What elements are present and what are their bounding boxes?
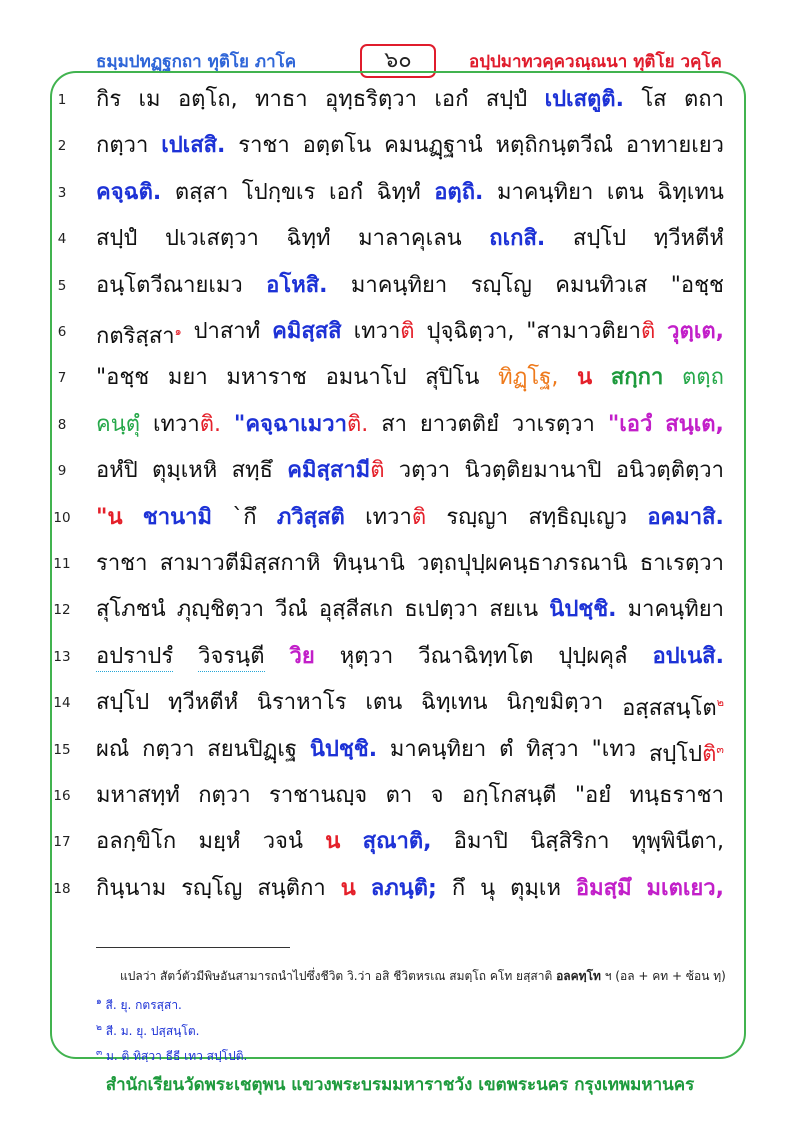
line-number: 3 bbox=[57, 184, 67, 201]
word: คมิสฺสามีติ bbox=[287, 458, 385, 484]
line-text bbox=[96, 364, 724, 392]
word: "เทว bbox=[591, 736, 637, 762]
word: สปฺโป bbox=[572, 226, 627, 252]
line-number: 14 bbox=[53, 695, 71, 712]
word: นิปชฺชิ. bbox=[309, 736, 378, 762]
word: ฉิทฺเทน bbox=[657, 179, 724, 205]
word: วตฺถปุปฺผคนฺธาภรณานิ bbox=[417, 551, 628, 576]
page-number: ๖๐ bbox=[360, 44, 436, 78]
word: คจฺฉติ. bbox=[96, 179, 162, 205]
text-line bbox=[0, 312, 800, 358]
line-text bbox=[96, 828, 724, 856]
word: "อชฺช bbox=[670, 272, 724, 298]
word: นิราหาโร bbox=[256, 690, 347, 716]
word: ลภนฺติ; bbox=[370, 875, 437, 901]
line-number: 5 bbox=[57, 277, 67, 294]
word: อิมาปิ bbox=[453, 829, 508, 855]
line-text bbox=[96, 504, 724, 532]
word: ทฺวีหตีหํ bbox=[653, 226, 724, 252]
word: สทฺธิญฺเญว bbox=[528, 504, 628, 530]
word: อปเนสิ. bbox=[652, 643, 724, 669]
line-text bbox=[96, 457, 724, 485]
word: อคมาสิ. bbox=[647, 504, 724, 530]
line-text bbox=[96, 272, 724, 300]
word: อตฺโถ, bbox=[177, 87, 238, 112]
word: โปกฺขเร bbox=[241, 179, 316, 205]
word: ทนฺธราชา bbox=[629, 783, 724, 808]
word: อตฺตโน bbox=[302, 133, 372, 159]
word: นิสฺสิริกา bbox=[530, 829, 610, 855]
footnote-3 bbox=[96, 1045, 247, 1066]
word: มาคนฺทิยา bbox=[389, 736, 487, 762]
line-number: 15 bbox=[53, 741, 71, 758]
gloss-tail: ฯ (อล + คท + ซ้อน ทฺ) bbox=[600, 969, 726, 983]
word: วิจรนฺตี bbox=[198, 643, 264, 672]
word: ภุญฺชิตฺวา bbox=[176, 597, 264, 623]
word: นุ bbox=[480, 875, 496, 901]
word: เปเสตูติ. bbox=[544, 87, 624, 112]
word: ทุพฺพินีตา, bbox=[631, 829, 724, 855]
word: มเตเยว, bbox=[646, 875, 724, 901]
word: ทาธา bbox=[254, 87, 308, 112]
word: ปเวเสตฺวา bbox=[165, 226, 259, 252]
word: เตน bbox=[606, 179, 644, 205]
gloss-word: อลคทฺโท bbox=[556, 969, 601, 983]
line-number: 18 bbox=[53, 880, 71, 897]
text-line bbox=[0, 266, 800, 312]
text-line bbox=[0, 590, 800, 636]
word: รญฺญา bbox=[446, 504, 509, 530]
word: โส bbox=[641, 87, 667, 112]
line-number: 2 bbox=[57, 138, 67, 155]
word: วจนํ bbox=[262, 829, 303, 855]
line-number: 12 bbox=[53, 602, 71, 619]
word: กตริสฺสา$^๑$ bbox=[96, 324, 182, 350]
word: อโหสิ. bbox=[266, 272, 328, 298]
text-line bbox=[0, 637, 800, 683]
text-line bbox=[0, 683, 800, 729]
text-line bbox=[0, 451, 800, 497]
word: วีณํ bbox=[275, 597, 308, 623]
line-text bbox=[96, 596, 724, 624]
footnote-text: ม. ติ ทิสฺวา ธีธี เทว สปฺโปติ. bbox=[105, 1049, 248, 1063]
line-text bbox=[96, 875, 724, 903]
word: ธาเรตฺวา bbox=[639, 551, 724, 576]
footnote-text: สี. ยุ. กตรสฺสา. bbox=[105, 998, 182, 1012]
text-line bbox=[0, 822, 800, 868]
footnote-1 bbox=[96, 994, 182, 1015]
word: ราชานญฺจ bbox=[269, 783, 368, 808]
word: เอกํ bbox=[434, 87, 469, 112]
word: เอกํ bbox=[328, 179, 364, 205]
word: มาคนฺทิยา bbox=[627, 597, 724, 623]
word: ตํ bbox=[499, 736, 514, 762]
word: หตฺถิกนฺตวีณํ bbox=[495, 133, 614, 159]
footnote-2 bbox=[96, 1020, 199, 1041]
word: เทวาติ bbox=[353, 319, 415, 344]
word: กึ bbox=[451, 875, 466, 901]
word: อมนาโป bbox=[325, 365, 407, 391]
text-line bbox=[0, 126, 800, 172]
line-number: 8 bbox=[57, 416, 67, 433]
word: สนฺติกา bbox=[257, 875, 326, 901]
footnote-gloss bbox=[120, 967, 726, 986]
word: หุตฺวา bbox=[339, 643, 394, 669]
line-text bbox=[96, 86, 724, 114]
word: สนฺเต, bbox=[665, 411, 724, 437]
word: ปุปฺผคุลํ bbox=[558, 643, 628, 669]
word: เตน bbox=[365, 690, 403, 716]
word: อกฺโกสนฺตี bbox=[461, 783, 557, 808]
word: น bbox=[340, 875, 356, 901]
text-line bbox=[0, 776, 800, 822]
line-text bbox=[96, 736, 724, 769]
word: ฉิทฺเทน bbox=[421, 690, 488, 716]
word: ตุมฺเหหิ bbox=[151, 458, 218, 484]
line-number: 4 bbox=[57, 231, 67, 248]
line-text bbox=[96, 411, 724, 439]
word: ชานามิ bbox=[142, 504, 212, 530]
word: มหาสทฺทํ bbox=[96, 783, 180, 808]
word: วิย bbox=[289, 643, 315, 669]
word: สกฺกา bbox=[610, 365, 664, 391]
word: สามาวตีมิสฺสกาหิ bbox=[159, 551, 321, 576]
word: เทวาติ. bbox=[152, 411, 221, 437]
word: กตฺวา bbox=[96, 133, 149, 159]
word: อสฺสสนฺโต$^๒$ bbox=[622, 695, 724, 721]
word: ราชา bbox=[96, 551, 148, 576]
line-text bbox=[96, 643, 724, 672]
word: วุตฺเต, bbox=[667, 319, 724, 344]
line-text bbox=[96, 179, 724, 207]
page-footer: สำนักเรียนวัดพระเชตุพน แขวงพระบรมมหาราชวัง เขตพระนคร กรุงเทพมหานคร bbox=[105, 1075, 695, 1095]
word: สุณาติ, bbox=[362, 829, 432, 855]
word: อลกฺขิโก bbox=[96, 829, 177, 855]
word: นิปชฺชิ. bbox=[549, 597, 617, 623]
line-number: 6 bbox=[57, 324, 67, 340]
word: มาคนฺทิยา bbox=[350, 272, 448, 298]
line-text bbox=[96, 318, 724, 351]
word: ธเปตฺวา bbox=[404, 597, 479, 623]
word: ทินฺนานิ bbox=[332, 551, 405, 576]
word: น bbox=[325, 829, 341, 855]
word: สา bbox=[381, 411, 407, 437]
footnote-mark: ๒ bbox=[96, 1023, 102, 1033]
line-number: 13 bbox=[53, 648, 71, 665]
word: รญฺโญ bbox=[470, 272, 532, 298]
word: ตา bbox=[385, 783, 413, 808]
line-number: 1 bbox=[57, 92, 67, 108]
word: ราชา bbox=[238, 133, 290, 159]
word: "เอวํ bbox=[607, 411, 653, 437]
word: นิวตฺติยมานาปิ bbox=[464, 458, 602, 484]
word: กิร bbox=[96, 87, 122, 112]
word: อนฺโตวีณายเมว bbox=[96, 272, 243, 298]
footnote-divider bbox=[96, 947, 290, 948]
footnote-text: สี. ม. ยุ. ปสฺสนฺโต. bbox=[105, 1024, 200, 1038]
text-line bbox=[0, 405, 800, 451]
word: ตุมฺเห bbox=[510, 875, 561, 901]
gloss-text: แปลว่า สัตว์ตัวมีพิษอันสามารถนำไปซึ่งชีวิต วิ.ว่า อสิ ชีวิตหรเณ สมตฺโถ คโท ยสฺสาติ bbox=[120, 969, 557, 983]
text-line bbox=[0, 730, 800, 776]
word: "น bbox=[96, 504, 123, 530]
line-number: 7 bbox=[57, 370, 67, 387]
line-text bbox=[96, 132, 724, 160]
word: ตถา bbox=[683, 87, 724, 112]
word: คมนฏฺฐานํ bbox=[384, 133, 483, 159]
text-line bbox=[0, 80, 800, 126]
footnote-mark: ๑ bbox=[96, 997, 102, 1007]
word: กินฺนาม bbox=[96, 875, 167, 901]
book-title: ธมฺมปทฏฺฐกถา ทุติโย ภาโค bbox=[96, 52, 297, 72]
text-line bbox=[0, 498, 800, 544]
word: อุสฺสีสเก bbox=[318, 597, 394, 623]
word: กตฺวา bbox=[198, 783, 251, 808]
line-number: 10 bbox=[53, 509, 71, 526]
word: "คจฺฉาเมวาติ. bbox=[233, 411, 369, 437]
word: เทวาติ bbox=[365, 504, 427, 530]
line-text bbox=[96, 689, 724, 722]
word: วีณาฉิทฺทโต bbox=[418, 643, 534, 669]
word: อุทฺธริตฺวา bbox=[325, 87, 417, 112]
word: อนิวตฺติตฺวา bbox=[615, 458, 724, 484]
word: มยฺหํ bbox=[198, 829, 241, 855]
word: คมนทิวเส bbox=[555, 272, 648, 298]
word: เม bbox=[138, 87, 161, 112]
word: ปาสาทํ bbox=[193, 319, 261, 344]
word: สทฺธึ bbox=[231, 458, 273, 484]
line-number: 9 bbox=[57, 463, 67, 480]
word: มาคนฺทิยา bbox=[496, 179, 594, 205]
footnote-mark: ๓ bbox=[96, 1048, 103, 1058]
word: จ bbox=[430, 783, 444, 808]
word: คมิสฺสสิ bbox=[272, 319, 342, 344]
word: ตสฺสา bbox=[174, 179, 229, 205]
word: ตตฺถ bbox=[682, 365, 724, 391]
word: ถเกสิ. bbox=[489, 226, 546, 252]
word: น bbox=[577, 365, 593, 391]
word: สปฺปํ bbox=[485, 87, 528, 112]
word: `กึ bbox=[232, 504, 257, 530]
line-text bbox=[96, 225, 724, 253]
line-text bbox=[96, 550, 724, 578]
word: มาลาคุเลน bbox=[358, 226, 462, 252]
word: ฉิทฺทํ bbox=[286, 226, 331, 252]
text-line bbox=[0, 219, 800, 265]
word: สุปิโน bbox=[425, 365, 480, 391]
word: เปเสสิ. bbox=[161, 133, 226, 159]
line-text bbox=[96, 782, 724, 810]
word: ทฺวีหตีหํ bbox=[167, 690, 239, 716]
word: ทิสฺวา bbox=[526, 736, 579, 762]
text-line bbox=[0, 173, 800, 219]
word: ผณํ bbox=[96, 736, 130, 762]
word: อตฺถิ. bbox=[434, 179, 484, 205]
word: อปราปรํ bbox=[96, 643, 173, 672]
word: ภวิสฺสติ bbox=[276, 504, 345, 530]
word: สปฺปํ bbox=[96, 226, 138, 252]
chapter-title: อปฺปมาทวคฺควณฺณนา ทุติโย วคฺโค bbox=[469, 52, 722, 72]
word: ทิฏฺโฐ, bbox=[498, 365, 559, 391]
text-line bbox=[0, 869, 800, 915]
line-number: 16 bbox=[53, 788, 71, 804]
line-number: 17 bbox=[53, 834, 71, 851]
text-line bbox=[0, 358, 800, 404]
word: ปุจฺฉิตฺวา, bbox=[426, 319, 515, 344]
word: สปฺโป bbox=[96, 690, 150, 716]
word: "อยํ bbox=[574, 783, 612, 808]
word: มยา bbox=[167, 365, 208, 391]
word: สุโภชนํ bbox=[96, 597, 166, 623]
line-number: 11 bbox=[53, 556, 71, 572]
word: ยาวตติยํ bbox=[419, 411, 499, 437]
word: มหาราช bbox=[226, 365, 307, 391]
text-line bbox=[0, 544, 800, 590]
word: กตฺวา bbox=[142, 736, 195, 762]
word: สยนปิฏฺเฐ bbox=[207, 736, 298, 762]
word: "สามาวติยาติ bbox=[526, 319, 656, 344]
word: ฉิทฺทํ bbox=[376, 179, 421, 205]
word: คนฺตุํ bbox=[96, 411, 141, 437]
word: สยเน bbox=[489, 597, 539, 623]
word: อาทายเยว bbox=[625, 133, 724, 159]
word: วาเรตฺวา bbox=[511, 411, 595, 437]
word: รญฺโญ bbox=[181, 875, 243, 901]
word: อหํปิ bbox=[96, 458, 138, 484]
word: สปฺโปติ$^๓$ bbox=[648, 741, 724, 767]
word: "อชฺช bbox=[96, 365, 150, 391]
word: อิมสฺมึ bbox=[575, 875, 632, 901]
word: นิกฺขมิตฺวา bbox=[506, 690, 604, 716]
word: วตฺวา bbox=[398, 458, 451, 484]
